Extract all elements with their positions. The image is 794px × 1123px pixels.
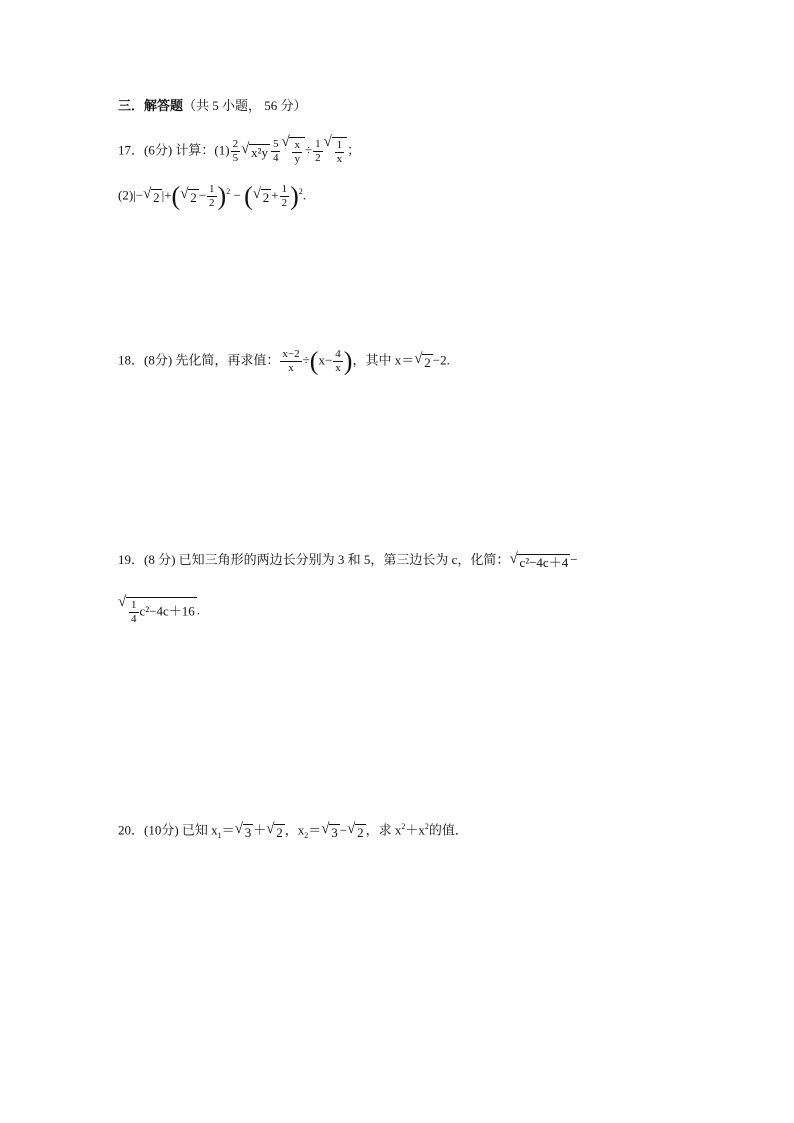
fraction: $\frac{1}{2}$	[315, 138, 321, 164]
sqrt: √ 2	[143, 186, 160, 205]
question-19-line1: 19．(8 分) 已知三角形的两边长分别为 3 和 5，第三边长为 c，化简： √ c²−4c＋4 −	[118, 550, 578, 570]
sqrt: √ 3	[321, 820, 338, 840]
divide-sign: ÷	[304, 142, 313, 158]
fraction: $\frac{4}{x}$	[335, 348, 341, 374]
sqrt: √ c²−4c＋4	[509, 550, 569, 570]
question-17-part1: 17．(6分) 计算：(1) $\frac{2}{5}$ √ x²y $\frac{5}{4}$ √ $\frac{x}{y}$ ÷ $\frac{1}{2}$ √ $\frac{1}{x}$ ；	[118, 134, 361, 165]
fraction: $\frac{1}{2}$	[281, 183, 288, 209]
fraction: $\frac{2}{5}$	[232, 138, 239, 164]
sqrt: √ $\frac{1}{x}$	[324, 137, 348, 166]
sqrt: √ 3	[234, 820, 252, 840]
question-20: 20．(10分) 已知 $x_1=$ √ 3 ＋ √ 2 ，$x_2=$ √ 3 − √ 2 ，求 $x^2+x^2$的值．	[118, 820, 468, 840]
section-title: 三．解答题	[118, 98, 184, 113]
question-19-line2: √ $\frac{1}{4}$ c²−4c＋16 .	[118, 594, 201, 625]
question-17-part2: (2)|− √ 2 |+( √ 2 − $\frac{1}{2}$ )$^2$ − ( √ 2 + $\frac{1}{2}$ )$^2$.	[118, 181, 306, 211]
fraction: $\frac{x-2}{x}$	[282, 348, 300, 374]
section-heading	[118, 99, 307, 112]
sqrt: √ $\frac{x}{y}$	[281, 137, 305, 166]
section-info: （共 5 小题， 56 分）	[183, 98, 307, 113]
sqrt: √ x²y	[241, 141, 268, 160]
sqrt: √ 2	[347, 820, 364, 840]
sqrt: √ 2	[180, 186, 197, 205]
question-18: 18．(8分) 先化简，再求值： $\frac{x-2}{x}$ ÷(x− $\frac{4}{x}$ )，其中 x＝ √ 2 −2.	[118, 346, 450, 376]
sqrt: √ 2	[266, 820, 283, 840]
sqrt: √ 2	[252, 186, 270, 205]
fraction: $\frac{1}{2}$	[209, 183, 215, 209]
sqrt: √ $\frac{1}{4}$ c²−4c＋16	[118, 594, 195, 625]
sqrt: √ 2	[414, 351, 431, 370]
q17-head: 17．(6分) 计算：(1)	[118, 142, 230, 158]
fraction: $\frac{5}{4}$	[272, 138, 279, 164]
